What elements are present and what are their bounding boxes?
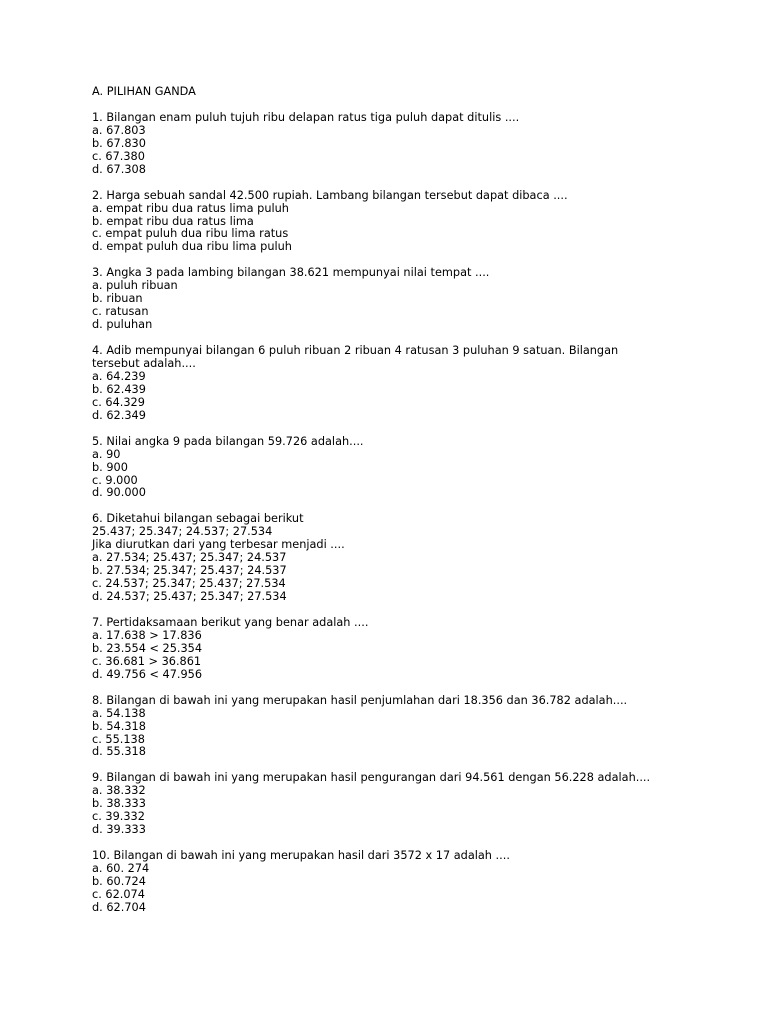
option-d: d. 62.704 (92, 900, 146, 914)
question-text: 3. Angka 3 pada lambing bilangan 38.621 mempunyai nilai tempat .... (92, 266, 490, 280)
option-d: d. 49.756 < 47.956 (92, 667, 203, 681)
question-text: 7. Pertidaksamaan berikut yang benar adalah .... (92, 615, 369, 629)
option-b: b. 900 (92, 460, 128, 474)
option-c: c. 24.537; 25.347; 25.437; 27.534 (92, 577, 286, 591)
option-a: a. 54.138 (92, 706, 146, 720)
option-a: a. 60. 274 (92, 862, 150, 876)
option-c: c. 64.329 (92, 395, 145, 409)
question-text-continued: tersebut adalah.... (92, 356, 196, 370)
option-c: c. 67.380 (92, 149, 145, 163)
option-b: b. empat ribu dua ratus lima (92, 214, 254, 228)
question-10 (92, 850, 732, 915)
option-d: d. 55.318 (92, 745, 146, 759)
option-d: d. empat puluh dua ribu lima puluh (92, 240, 292, 254)
option-a: a. empat ribu dua ratus lima puluh (92, 201, 289, 215)
option-d: d. 24.537; 25.437; 25.347; 27.534 (92, 590, 287, 604)
option-a: a. puluh ribuan (92, 279, 178, 293)
option-b: b. 67.830 (92, 136, 146, 150)
option-b: b. 38.333 (92, 797, 146, 811)
option-d: d. 90.000 (92, 486, 146, 500)
question-text: 6. Diketahui bilangan sebagai berikut (92, 512, 304, 526)
option-d: d. 67.308 (92, 162, 146, 176)
question-7 (92, 617, 732, 682)
question-4 (92, 345, 732, 423)
option-c: c. 39.332 (92, 810, 145, 824)
question-text: 2. Harga sebuah sandal 42.500 rupiah. Lambang bilangan tersebut dapat dibaca .... (92, 188, 568, 202)
question-text: 9. Bilangan di bawah ini yang merupakan hasil pengurangan dari 94.561 dengan 56.228 adalah.... (92, 771, 651, 785)
option-d: d. 39.333 (92, 823, 146, 837)
document-page (92, 86, 732, 928)
option-c: c. 55.138 (92, 732, 145, 746)
question-2 (92, 190, 732, 255)
question-text: 8. Bilangan di bawah ini yang merupakan hasil penjumlahan dari 18.356 dan 36.782 adalah.... (92, 693, 628, 707)
option-b: b. 60.724 (92, 874, 146, 888)
option-c: c. empat puluh dua ribu lima ratus (92, 227, 289, 241)
section-heading: A. PILIHAN GANDA (92, 85, 196, 98)
question-text: 10. Bilangan di bawah ini yang merupakan hasil dari 3572 x 17 adalah .... (92, 849, 510, 863)
option-a: a. 27.534; 25.437; 25.347; 24.537 (92, 551, 287, 565)
option-c: c. 9.000 (92, 473, 138, 487)
question-text: 5. Nilai angka 9 pada bilangan 59.726 adalah.... (92, 434, 364, 448)
question-text: 4. Adib mempunyai bilangan 6 puluh ribuan 2 ribuan 4 ratusan 3 puluhan 9 satuan. Bilangan (92, 344, 619, 357)
option-b: b. 23.554 < 25.354 (92, 641, 203, 655)
option-a: a. 38.332 (92, 784, 146, 798)
option-c: c. ratusan (92, 305, 149, 319)
option-c: c. 36.681 > 36.861 (92, 654, 202, 668)
option-b: b. 62.439 (92, 382, 146, 396)
option-c: c. 62.074 (92, 887, 145, 901)
question-number-list: 25.437; 25.347; 24.537; 27.534 (92, 525, 273, 539)
option-a: a. 67.803 (92, 123, 146, 137)
option-a: a. 64.239 (92, 369, 146, 383)
question-5 (92, 436, 732, 501)
question-1 (92, 112, 732, 177)
option-b: b. 54.318 (92, 719, 146, 733)
option-b: b. ribuan (92, 292, 143, 306)
question-9 (92, 772, 732, 837)
option-d: d. 62.349 (92, 408, 146, 422)
option-a: a. 90 (92, 447, 121, 461)
option-a: a. 17.638 > 17.836 (92, 628, 202, 642)
option-b: b. 27.534; 25.347; 25.437; 24.537 (92, 564, 287, 578)
question-8 (92, 695, 732, 760)
option-d: d. puluhan (92, 318, 153, 332)
question-3 (92, 267, 732, 332)
question-6 (92, 513, 732, 604)
question-text: 1. Bilangan enam puluh tujuh ribu delapan ratus tiga puluh dapat ditulis .... (92, 110, 520, 124)
question-instruction: Jika diurutkan dari yang terbesar menjadi .... (92, 538, 345, 552)
